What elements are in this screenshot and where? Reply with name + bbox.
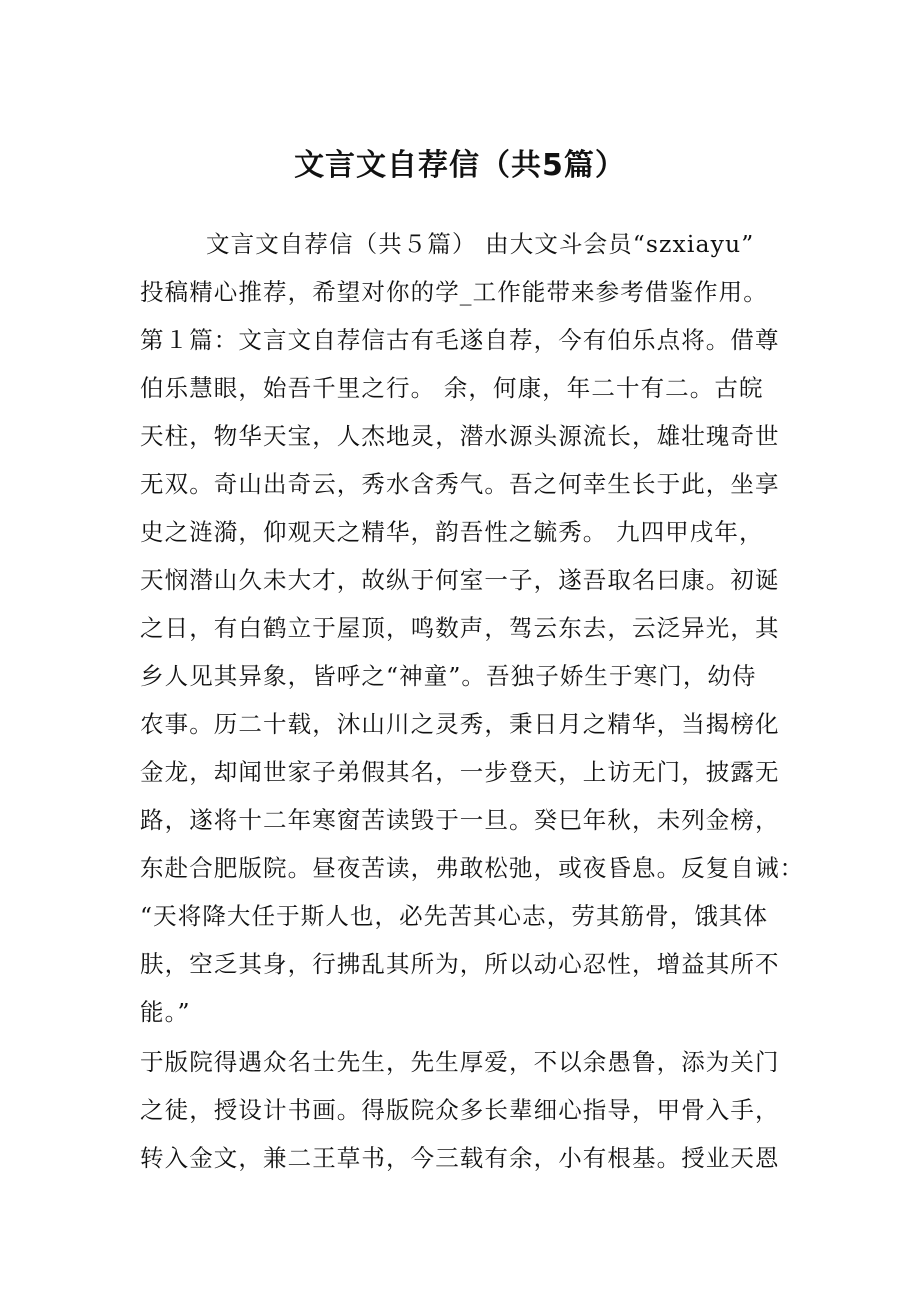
paragraph-line: 文言文自荐信（共５篇） 由大文斗会员“szxiayu” <box>206 230 755 258</box>
paragraph-line: 转入金文，兼二王草书，今三载有余，小有根基。授业天恩 <box>140 1144 780 1172</box>
paragraph-line: 肤，空乏其身，行拂乱其所为，所以动心忍性，增益其所不 <box>140 950 780 978</box>
paragraph-line: 史之涟漪，仰观天之精华，韵吾性之毓秀。 九四甲戌年， <box>140 518 764 546</box>
paragraph-line: 路，遂将十二年寒窗苦读毁于一旦。癸巳年秋，未列金榜， <box>140 806 780 834</box>
paragraph-line: 乡人见其异象，皆呼之“神童”。吾独子娇生于寒门，幼侍 <box>140 662 757 690</box>
paragraph-line: 之日，有白鹤立于屋顶，鸣数声，驾云东去，云泛异光，其 <box>140 614 780 642</box>
document-title: 文言文自荐信（共5篇） <box>294 148 626 183</box>
paragraph-line: 无双。奇山出奇云，秀水含秀气。吾之何幸生长于此，坐享 <box>140 470 780 498</box>
paragraph-line: 伯乐慧眼，始吾千里之行。 余，何康，年二十有二。古皖 <box>140 374 764 402</box>
paragraph-line: 第１篇：文言文自荐信古有毛遂自荐，今有伯乐点将。借尊 <box>140 326 780 354</box>
paragraph-line: 金龙，却闻世家子弟假其名，一步登天，上访无门，披露无 <box>140 758 780 786</box>
paragraph-line: 之徒，授设计书画。得版院众多长辈细心指导，甲骨入手， <box>140 1096 780 1124</box>
paragraph-line: 东赴合肥版院。昼夜苦读，弗敢松弛，或夜昏息。反复自诫： <box>140 854 805 882</box>
paragraph-line: 农事。历二十载，沐山川之灵秀，秉日月之精华，当揭榜化 <box>140 710 780 738</box>
paragraph-line: 投稿精心推荐，希望对你的学_工作能带来参考借鉴作用。 <box>140 278 768 306</box>
paragraph-line: 能。” <box>140 998 191 1026</box>
paragraph-line: 天柱，物华天宝，人杰地灵，潜水源头源流长，雄壮瑰奇世 <box>140 422 780 450</box>
paragraph-line: 于版院得遇众名士先生，先生厚爱，不以余愚鲁，添为关门 <box>140 1048 780 1076</box>
paragraph-line: “天将降大任于斯人也，必先苦其心志，劳其筋骨，饿其体 <box>140 902 769 930</box>
paragraph-line: 天悯潜山久未大才，故纵于何室一子，遂吾取名曰康。初诞 <box>140 566 780 594</box>
